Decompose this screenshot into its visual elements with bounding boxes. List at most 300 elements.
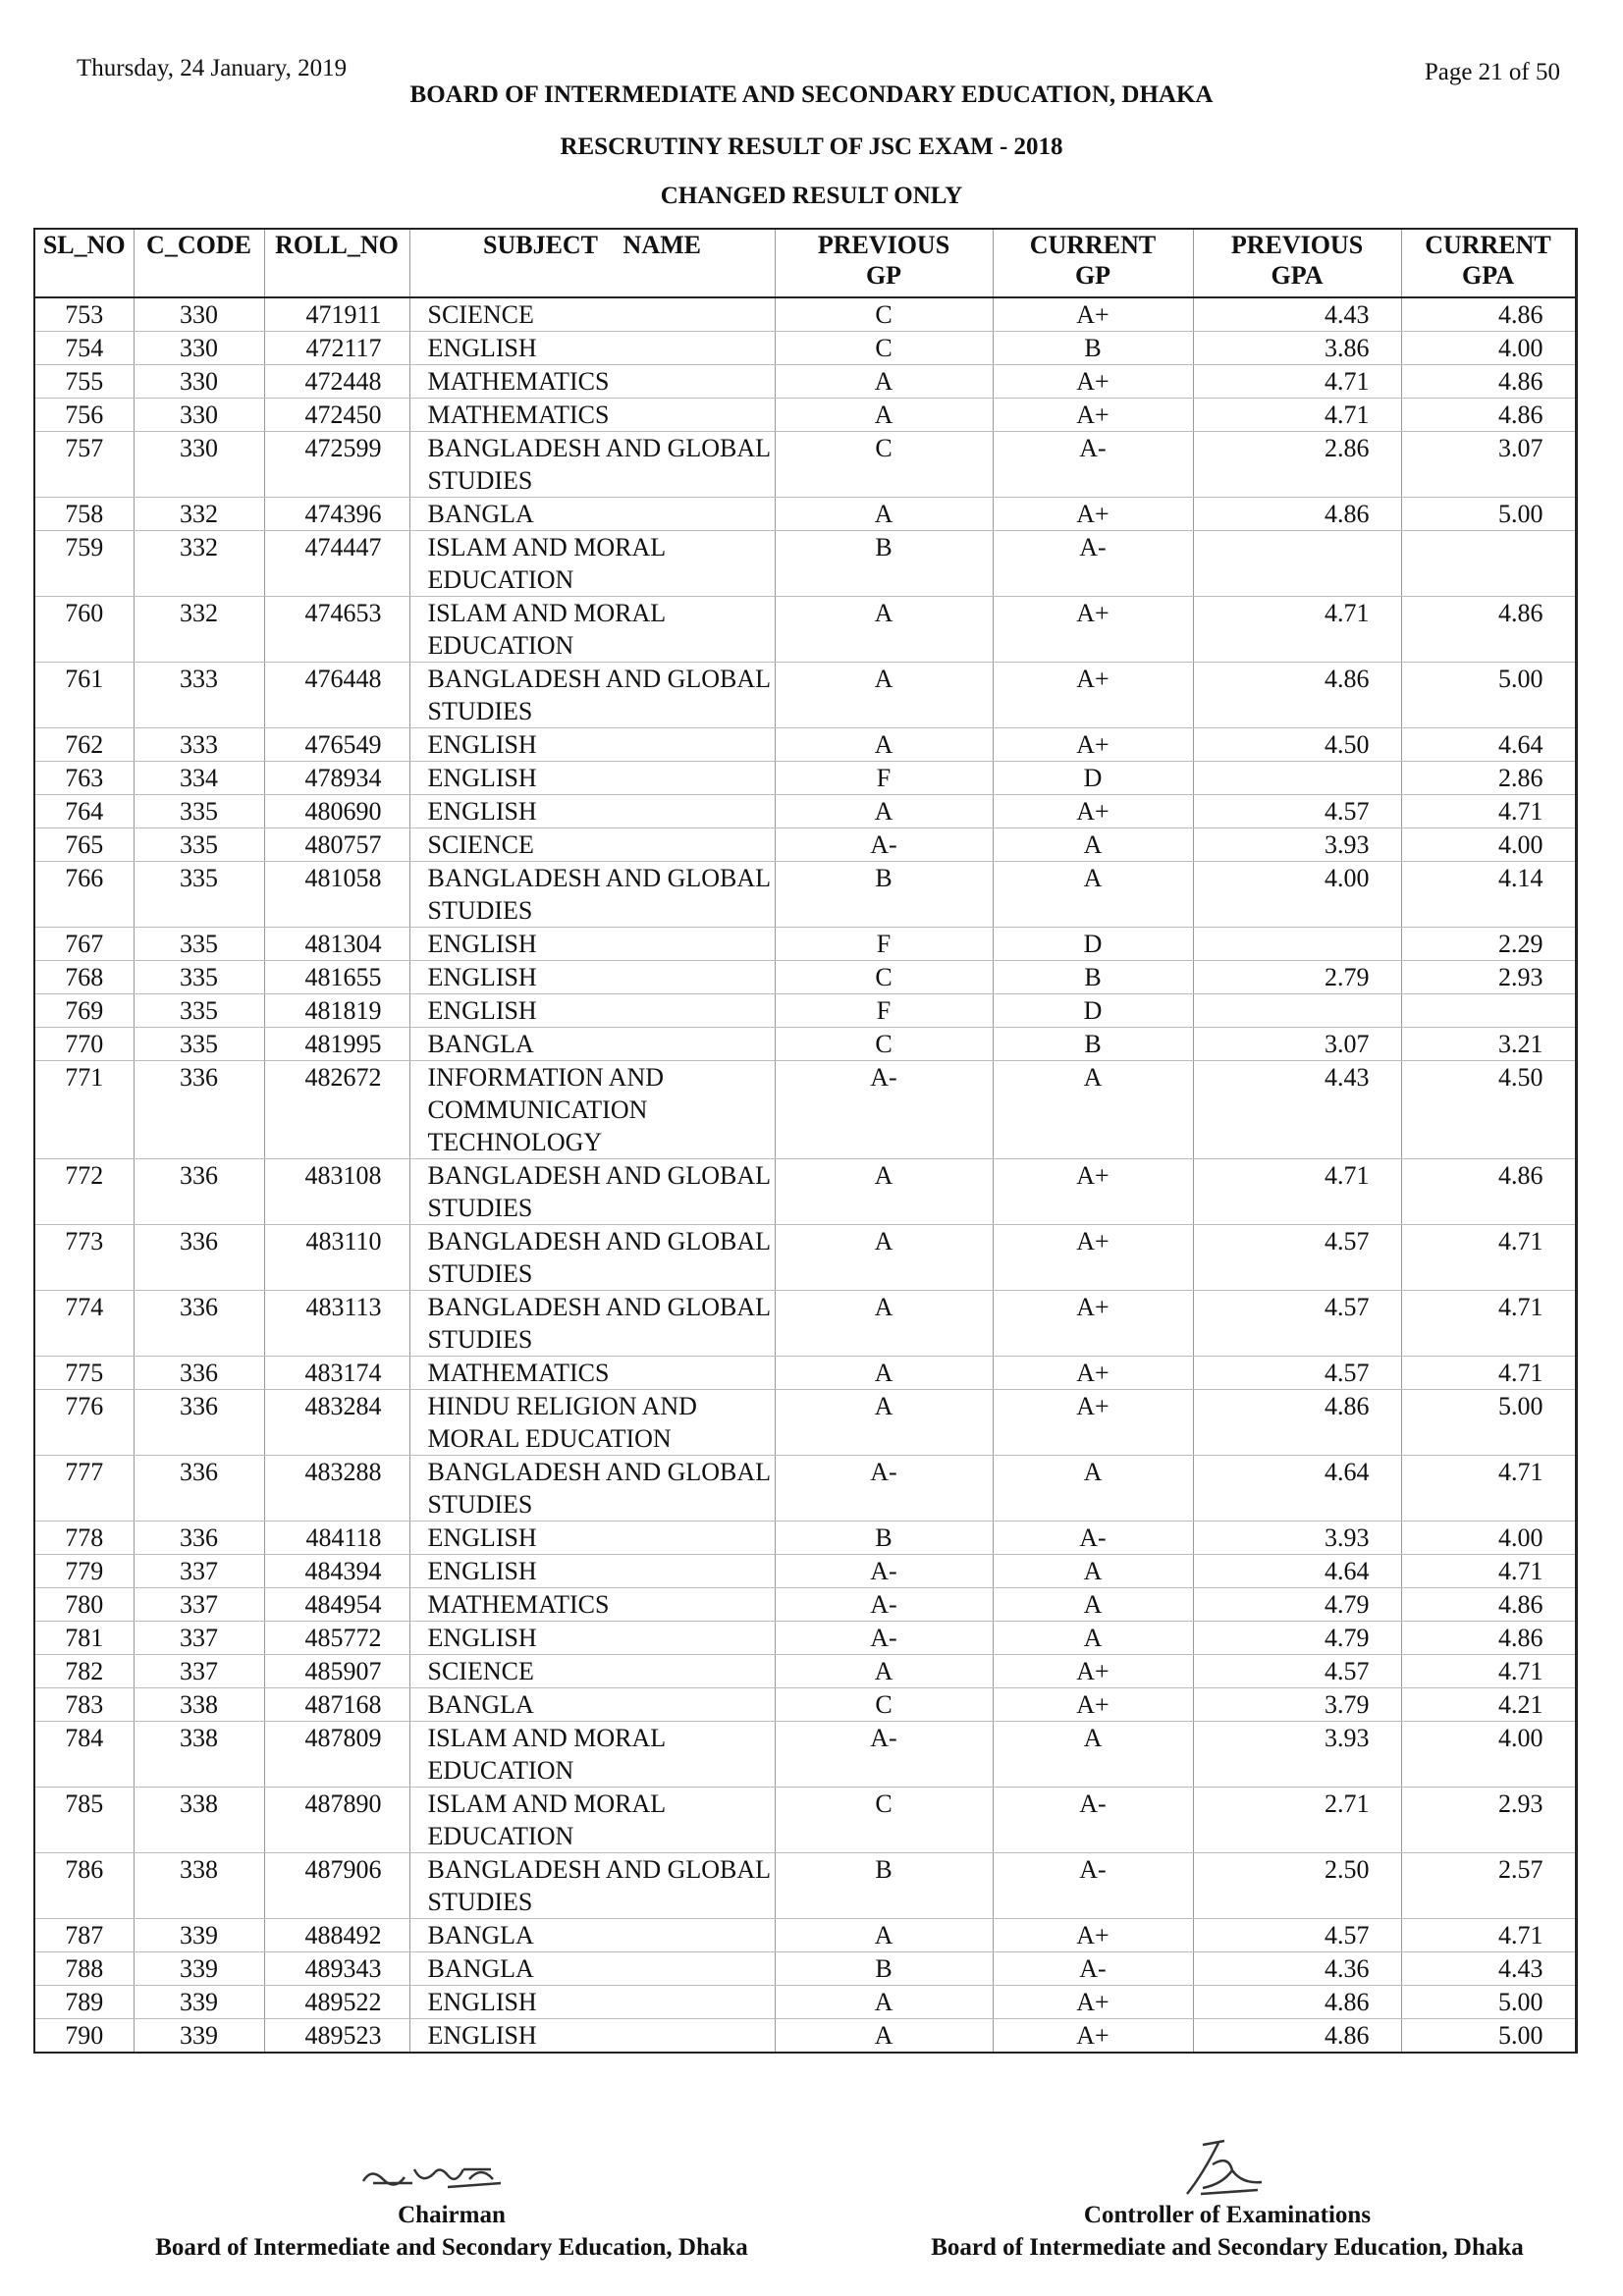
cell-cgpa: 3.21 xyxy=(1401,1028,1576,1061)
cell-pgp: A xyxy=(775,1919,993,1952)
col-current-gpa: CURRENT GPA xyxy=(1401,229,1576,297)
table-row xyxy=(34,1456,1576,1522)
cell-sl: 760 xyxy=(34,597,134,663)
cell-cgp: A+ xyxy=(993,1390,1193,1456)
cell-pgpa: 4.64 xyxy=(1193,1456,1401,1522)
cell-code: 337 xyxy=(134,1655,264,1688)
cell-subject: BANGLA xyxy=(409,1919,775,1952)
cell-pgpa: 4.86 xyxy=(1193,1986,1401,2019)
cell-pgp: A xyxy=(775,663,993,728)
cell-sl: 772 xyxy=(34,1159,134,1225)
cell-cgp: A+ xyxy=(993,2019,1193,2054)
cell-sl: 784 xyxy=(34,1722,134,1788)
cell-sl: 775 xyxy=(34,1357,134,1390)
cell-cgpa: 4.71 xyxy=(1401,1357,1576,1390)
cell-pgp: A xyxy=(775,1655,993,1688)
cell-roll: 481995 xyxy=(264,1028,409,1061)
cell-cgp: A xyxy=(993,1622,1193,1655)
cell-code: 336 xyxy=(134,1456,264,1522)
cell-cgpa xyxy=(1401,994,1576,1028)
cell-pgp: A- xyxy=(775,1555,993,1588)
cell-pgp: C xyxy=(775,1788,993,1853)
cell-sl: 788 xyxy=(34,1952,134,1986)
cell-subject: MATHEMATICS xyxy=(409,399,775,432)
cell-pgp: A xyxy=(775,597,993,663)
cell-pgpa xyxy=(1193,531,1401,597)
cell-cgp: A+ xyxy=(993,365,1193,399)
cell-cgpa: 4.71 xyxy=(1401,795,1576,828)
cell-cgp: A- xyxy=(993,1788,1193,1853)
table-row xyxy=(34,728,1576,762)
cell-pgpa: 3.07 xyxy=(1193,1028,1401,1061)
cell-pgp: B xyxy=(775,531,993,597)
cell-pgp: A xyxy=(775,795,993,828)
cell-subject: BANGLADESH AND GLOBAL STUDIES xyxy=(409,432,775,498)
cell-sl: 783 xyxy=(34,1688,134,1722)
table-row xyxy=(34,1390,1576,1456)
cell-subject: MATHEMATICS xyxy=(409,1588,775,1622)
cell-cgpa: 4.71 xyxy=(1401,1919,1576,1952)
cell-cgp: B xyxy=(993,1028,1193,1061)
cell-pgp: A xyxy=(775,728,993,762)
cell-sl: 769 xyxy=(34,994,134,1028)
cell-cgpa: 2.86 xyxy=(1401,762,1576,795)
cell-cgp: A+ xyxy=(993,1655,1193,1688)
cell-pgpa: 4.43 xyxy=(1193,1061,1401,1159)
cell-roll: 481819 xyxy=(264,994,409,1028)
result-note: CHANGED RESULT ONLY xyxy=(660,183,963,209)
cell-code: 339 xyxy=(134,1986,264,2019)
cell-cgp: A- xyxy=(993,1952,1193,1986)
cell-cgpa: 4.00 xyxy=(1401,828,1576,862)
cell-cgpa: 5.00 xyxy=(1401,2019,1576,2054)
cell-cgpa: 4.00 xyxy=(1401,332,1576,365)
col-previous-gpa: PREVIOUS GPA xyxy=(1193,229,1401,297)
cell-subject: BANGLADESH AND GLOBAL STUDIES xyxy=(409,1456,775,1522)
cell-pgp: C xyxy=(775,297,993,332)
cell-sl: 776 xyxy=(34,1390,134,1456)
cell-subject: BANGLADESH AND GLOBAL STUDIES xyxy=(409,1159,775,1225)
cell-sl: 779 xyxy=(34,1555,134,1588)
cell-pgpa: 4.57 xyxy=(1193,795,1401,828)
cell-sl: 762 xyxy=(34,728,134,762)
cell-pgp: A- xyxy=(775,1722,993,1788)
cell-roll: 478934 xyxy=(264,762,409,795)
cell-cgp: A- xyxy=(993,432,1193,498)
cell-pgpa: 4.57 xyxy=(1193,1919,1401,1952)
cell-roll: 482672 xyxy=(264,1061,409,1159)
cell-cgpa: 2.93 xyxy=(1401,1788,1576,1853)
cell-cgp: A+ xyxy=(993,795,1193,828)
table-row xyxy=(34,1522,1576,1555)
cell-cgpa: 4.71 xyxy=(1401,1655,1576,1688)
cell-subject: BANGLA xyxy=(409,1028,775,1061)
cell-sl: 790 xyxy=(34,2019,134,2054)
cell-pgp: A xyxy=(775,1225,993,1291)
cell-cgp: A xyxy=(993,1588,1193,1622)
cell-pgpa: 4.64 xyxy=(1193,1555,1401,1588)
cell-cgpa: 4.14 xyxy=(1401,862,1576,928)
cell-code: 337 xyxy=(134,1622,264,1655)
cell-pgpa xyxy=(1193,762,1401,795)
cell-subject: ENGLISH xyxy=(409,762,775,795)
cell-pgpa: 4.57 xyxy=(1193,1357,1401,1390)
cell-pgp: C xyxy=(775,332,993,365)
cell-sl: 787 xyxy=(34,1919,134,1952)
table-row xyxy=(34,1061,1576,1159)
cell-pgpa: 4.36 xyxy=(1193,1952,1401,1986)
cell-pgp: B xyxy=(775,862,993,928)
cell-cgpa: 4.21 xyxy=(1401,1688,1576,1722)
cell-code: 335 xyxy=(134,994,264,1028)
cell-cgp: A+ xyxy=(993,297,1193,332)
cell-code: 339 xyxy=(134,1952,264,1986)
table-row xyxy=(34,365,1576,399)
cell-code: 335 xyxy=(134,1028,264,1061)
cell-cgp: B xyxy=(993,961,1193,994)
cell-code: 335 xyxy=(134,862,264,928)
table-row xyxy=(34,994,1576,1028)
cell-code: 333 xyxy=(134,728,264,762)
cell-roll: 483110 xyxy=(264,1225,409,1291)
chairman-signature-block xyxy=(98,2199,805,2264)
board-title: BOARD OF INTERMEDIATE AND SECONDARY EDUCATION, DHAKA xyxy=(409,81,1214,108)
table-row xyxy=(34,762,1576,795)
cell-cgp: A xyxy=(993,1555,1193,1588)
cell-pgp: C xyxy=(775,1688,993,1722)
cell-pgpa: 4.79 xyxy=(1193,1622,1401,1655)
cell-code: 330 xyxy=(134,365,264,399)
cell-cgpa: 5.00 xyxy=(1401,1390,1576,1456)
table-row xyxy=(34,1986,1576,2019)
cell-code: 336 xyxy=(134,1291,264,1357)
table-row xyxy=(34,597,1576,663)
cell-subject: ISLAM AND MORAL EDUCATION xyxy=(409,597,775,663)
cell-code: 338 xyxy=(134,1688,264,1722)
cell-cgpa: 4.86 xyxy=(1401,1622,1576,1655)
cell-pgp: C xyxy=(775,432,993,498)
cell-sl: 785 xyxy=(34,1788,134,1853)
cell-code: 338 xyxy=(134,1853,264,1919)
cell-roll: 481655 xyxy=(264,961,409,994)
table-header-row xyxy=(34,229,1576,297)
table-row xyxy=(34,828,1576,862)
cell-code: 337 xyxy=(134,1588,264,1622)
cell-cgpa: 2.57 xyxy=(1401,1853,1576,1919)
print-date: Thursday, 24 January, 2019 xyxy=(77,55,348,81)
table-row xyxy=(34,498,1576,531)
col-c-code: C_CODE xyxy=(134,229,264,297)
table-row xyxy=(34,332,1576,365)
cell-cgpa: 5.00 xyxy=(1401,663,1576,728)
cell-code: 332 xyxy=(134,498,264,531)
cell-cgp: A+ xyxy=(993,1159,1193,1225)
cell-roll: 487906 xyxy=(264,1853,409,1919)
cell-roll: 485772 xyxy=(264,1622,409,1655)
cell-sl: 789 xyxy=(34,1986,134,2019)
cell-pgpa: 4.57 xyxy=(1193,1655,1401,1688)
cell-code: 332 xyxy=(134,597,264,663)
cell-cgpa: 4.71 xyxy=(1401,1555,1576,1588)
cell-code: 336 xyxy=(134,1522,264,1555)
col-previous-gp: PREVIOUS GP xyxy=(775,229,993,297)
cell-sl: 764 xyxy=(34,795,134,828)
cell-cgp: A+ xyxy=(993,663,1193,728)
cell-roll: 484394 xyxy=(264,1555,409,1588)
cell-roll: 476549 xyxy=(264,728,409,762)
cell-sl: 781 xyxy=(34,1622,134,1655)
cell-cgp: A+ xyxy=(993,1357,1193,1390)
cell-roll: 487809 xyxy=(264,1722,409,1788)
cell-subject: ISLAM AND MORAL EDUCATION xyxy=(409,1788,775,1853)
cell-cgpa: 5.00 xyxy=(1401,1986,1576,2019)
cell-roll: 480757 xyxy=(264,828,409,862)
table-row xyxy=(34,1028,1576,1061)
page-number: Page 21 of 50 xyxy=(1424,59,1560,85)
cell-pgpa: 2.79 xyxy=(1193,961,1401,994)
cell-sl: 765 xyxy=(34,828,134,862)
cell-cgp: A xyxy=(993,1722,1193,1788)
cell-pgpa: 3.79 xyxy=(1193,1688,1401,1722)
cell-subject: ENGLISH xyxy=(409,332,775,365)
cell-pgp: F xyxy=(775,762,993,795)
table-row xyxy=(34,795,1576,828)
cell-code: 336 xyxy=(134,1357,264,1390)
controller-org: Board of Intermediate and Secondary Education, Dhaka xyxy=(931,2234,1524,2261)
cell-code: 330 xyxy=(134,432,264,498)
cell-pgpa: 4.71 xyxy=(1193,399,1401,432)
cell-pgp: A xyxy=(775,1986,993,2019)
cell-cgp: A+ xyxy=(993,597,1193,663)
cell-sl: 768 xyxy=(34,961,134,994)
cell-pgp: A- xyxy=(775,1588,993,1622)
cell-cgp: B xyxy=(993,332,1193,365)
col-subject-name: SUBJECT NAME xyxy=(409,229,775,297)
cell-sl: 770 xyxy=(34,1028,134,1061)
cell-sl: 771 xyxy=(34,1061,134,1159)
cell-pgp: F xyxy=(775,994,993,1028)
cell-cgpa: 4.50 xyxy=(1401,1061,1576,1159)
cell-roll: 483113 xyxy=(264,1291,409,1357)
cell-roll: 489343 xyxy=(264,1952,409,1986)
cell-pgpa: 4.43 xyxy=(1193,297,1401,332)
results-table xyxy=(33,228,1578,2054)
table-row xyxy=(34,2019,1576,2054)
cell-pgpa: 4.71 xyxy=(1193,597,1401,663)
cell-cgpa: 4.86 xyxy=(1401,1159,1576,1225)
cell-cgpa: 4.00 xyxy=(1401,1522,1576,1555)
cell-sl: 758 xyxy=(34,498,134,531)
cell-roll: 488492 xyxy=(264,1919,409,1952)
cell-roll: 480690 xyxy=(264,795,409,828)
cell-pgpa xyxy=(1193,928,1401,961)
cell-sl: 756 xyxy=(34,399,134,432)
controller-title: Controller of Examinations xyxy=(1083,2202,1372,2228)
cell-subject: ISLAM AND MORAL EDUCATION xyxy=(409,531,775,597)
cell-cgpa xyxy=(1401,531,1576,597)
cell-cgp: A+ xyxy=(993,1291,1193,1357)
cell-pgpa: 4.86 xyxy=(1193,2019,1401,2054)
cell-cgpa: 4.86 xyxy=(1401,297,1576,332)
cell-sl: 754 xyxy=(34,332,134,365)
cell-cgp: A+ xyxy=(993,1986,1193,2019)
table-row xyxy=(34,432,1576,498)
chairman-title: Chairman xyxy=(398,2202,506,2228)
cell-subject: BANGLADESH AND GLOBAL STUDIES xyxy=(409,862,775,928)
cell-cgp: A- xyxy=(993,1853,1193,1919)
table-row xyxy=(34,1225,1576,1291)
cell-roll: 487168 xyxy=(264,1688,409,1722)
cell-sl: 766 xyxy=(34,862,134,928)
cell-subject: ISLAM AND MORAL EDUCATION xyxy=(409,1722,775,1788)
cell-sl: 777 xyxy=(34,1456,134,1522)
cell-cgp: A- xyxy=(993,531,1193,597)
cell-roll: 483108 xyxy=(264,1159,409,1225)
cell-pgpa: 4.71 xyxy=(1193,365,1401,399)
chairman-org: Board of Intermediate and Secondary Education, Dhaka xyxy=(155,2234,748,2261)
col-current-gp: CURRENT GP xyxy=(993,229,1193,297)
cell-sl: 778 xyxy=(34,1522,134,1555)
cell-sl: 763 xyxy=(34,762,134,795)
cell-code: 334 xyxy=(134,762,264,795)
cell-pgp: A xyxy=(775,2019,993,2054)
table-row xyxy=(34,1555,1576,1588)
exam-title: RESCRUTINY RESULT OF JSC EXAM - 2018 xyxy=(560,133,1063,160)
cell-pgpa: 4.00 xyxy=(1193,862,1401,928)
cell-subject: ENGLISH xyxy=(409,795,775,828)
cell-sl: 759 xyxy=(34,531,134,597)
table-row xyxy=(34,297,1576,332)
table-row xyxy=(34,1919,1576,1952)
cell-pgp: A xyxy=(775,399,993,432)
cell-sl: 786 xyxy=(34,1853,134,1919)
col-sl-no: SL_NO xyxy=(34,229,134,297)
cell-roll: 472117 xyxy=(264,332,409,365)
table-row xyxy=(34,1291,1576,1357)
cell-pgpa: 4.79 xyxy=(1193,1588,1401,1622)
cell-cgp: A xyxy=(993,862,1193,928)
cell-cgp: D xyxy=(993,762,1193,795)
table-row xyxy=(34,1622,1576,1655)
cell-pgp: B xyxy=(775,1853,993,1919)
cell-cgp: A+ xyxy=(993,399,1193,432)
cell-roll: 481058 xyxy=(264,862,409,928)
table-row xyxy=(34,1159,1576,1225)
table-row xyxy=(34,1853,1576,1919)
cell-roll: 474396 xyxy=(264,498,409,531)
cell-subject: ENGLISH xyxy=(409,728,775,762)
cell-cgpa: 2.93 xyxy=(1401,961,1576,994)
cell-pgp: B xyxy=(775,1522,993,1555)
controller-signature xyxy=(1173,2135,1281,2204)
cell-pgpa: 4.50 xyxy=(1193,728,1401,762)
table-row xyxy=(34,862,1576,928)
cell-code: 330 xyxy=(134,399,264,432)
cell-sl: 753 xyxy=(34,297,134,332)
cell-subject: ENGLISH xyxy=(409,2019,775,2054)
cell-cgp: A+ xyxy=(993,728,1193,762)
cell-code: 335 xyxy=(134,795,264,828)
cell-pgpa: 2.86 xyxy=(1193,432,1401,498)
table-row xyxy=(34,399,1576,432)
cell-pgpa: 4.86 xyxy=(1193,498,1401,531)
cell-code: 339 xyxy=(134,2019,264,2054)
cell-pgp: C xyxy=(775,961,993,994)
cell-cgp: D xyxy=(993,928,1193,961)
cell-cgpa: 4.00 xyxy=(1401,1722,1576,1788)
cell-code: 332 xyxy=(134,531,264,597)
table-row xyxy=(34,663,1576,728)
cell-subject: BANGLADESH AND GLOBAL STUDIES xyxy=(409,1853,775,1919)
cell-subject: SCIENCE xyxy=(409,1655,775,1688)
cell-code: 339 xyxy=(134,1919,264,1952)
cell-subject: HINDU RELIGION AND MORAL EDUCATION xyxy=(409,1390,775,1456)
table-row xyxy=(34,928,1576,961)
cell-sl: 757 xyxy=(34,432,134,498)
cell-subject: ENGLISH xyxy=(409,1986,775,2019)
cell-subject: ENGLISH xyxy=(409,1622,775,1655)
cell-pgpa: 4.57 xyxy=(1193,1291,1401,1357)
cell-roll: 481304 xyxy=(264,928,409,961)
cell-roll: 474447 xyxy=(264,531,409,597)
cell-cgp: A- xyxy=(993,1522,1193,1555)
cell-sl: 774 xyxy=(34,1291,134,1357)
cell-pgp: A- xyxy=(775,828,993,862)
cell-pgp: A- xyxy=(775,1622,993,1655)
cell-cgpa: 5.00 xyxy=(1401,498,1576,531)
cell-subject: BANGLA xyxy=(409,1952,775,1986)
cell-pgpa: 4.86 xyxy=(1193,663,1401,728)
cell-cgpa: 4.71 xyxy=(1401,1456,1576,1522)
cell-pgpa: 3.93 xyxy=(1193,828,1401,862)
cell-cgp: A xyxy=(993,828,1193,862)
cell-pgp: F xyxy=(775,928,993,961)
cell-code: 330 xyxy=(134,332,264,365)
cell-roll: 472599 xyxy=(264,432,409,498)
cell-code: 336 xyxy=(134,1225,264,1291)
cell-subject: SCIENCE xyxy=(409,297,775,332)
cell-subject: BANGLADESH AND GLOBAL STUDIES xyxy=(409,1291,775,1357)
cell-cgpa: 4.86 xyxy=(1401,597,1576,663)
cell-cgp: A+ xyxy=(993,1919,1193,1952)
cell-cgp: A+ xyxy=(993,1225,1193,1291)
cell-sl: 767 xyxy=(34,928,134,961)
cell-pgp: A xyxy=(775,1390,993,1456)
cell-cgpa: 3.07 xyxy=(1401,432,1576,498)
cell-subject: MATHEMATICS xyxy=(409,365,775,399)
table-row xyxy=(34,1688,1576,1722)
cell-cgpa: 4.86 xyxy=(1401,399,1576,432)
cell-cgp: D xyxy=(993,994,1193,1028)
cell-pgpa: 2.50 xyxy=(1193,1853,1401,1919)
cell-cgpa: 4.86 xyxy=(1401,1588,1576,1622)
table-row xyxy=(34,1788,1576,1853)
cell-roll: 489522 xyxy=(264,1986,409,2019)
cell-pgp: A xyxy=(775,1159,993,1225)
cell-subject: ENGLISH xyxy=(409,994,775,1028)
cell-roll: 484954 xyxy=(264,1588,409,1622)
cell-sl: 755 xyxy=(34,365,134,399)
cell-subject: MATHEMATICS xyxy=(409,1357,775,1390)
table-row xyxy=(34,1357,1576,1390)
cell-cgpa: 4.71 xyxy=(1401,1225,1576,1291)
cell-roll: 483288 xyxy=(264,1456,409,1522)
cell-roll: 483174 xyxy=(264,1357,409,1390)
cell-code: 338 xyxy=(134,1788,264,1853)
table-row xyxy=(34,961,1576,994)
cell-sl: 773 xyxy=(34,1225,134,1291)
cell-pgp: A xyxy=(775,1357,993,1390)
